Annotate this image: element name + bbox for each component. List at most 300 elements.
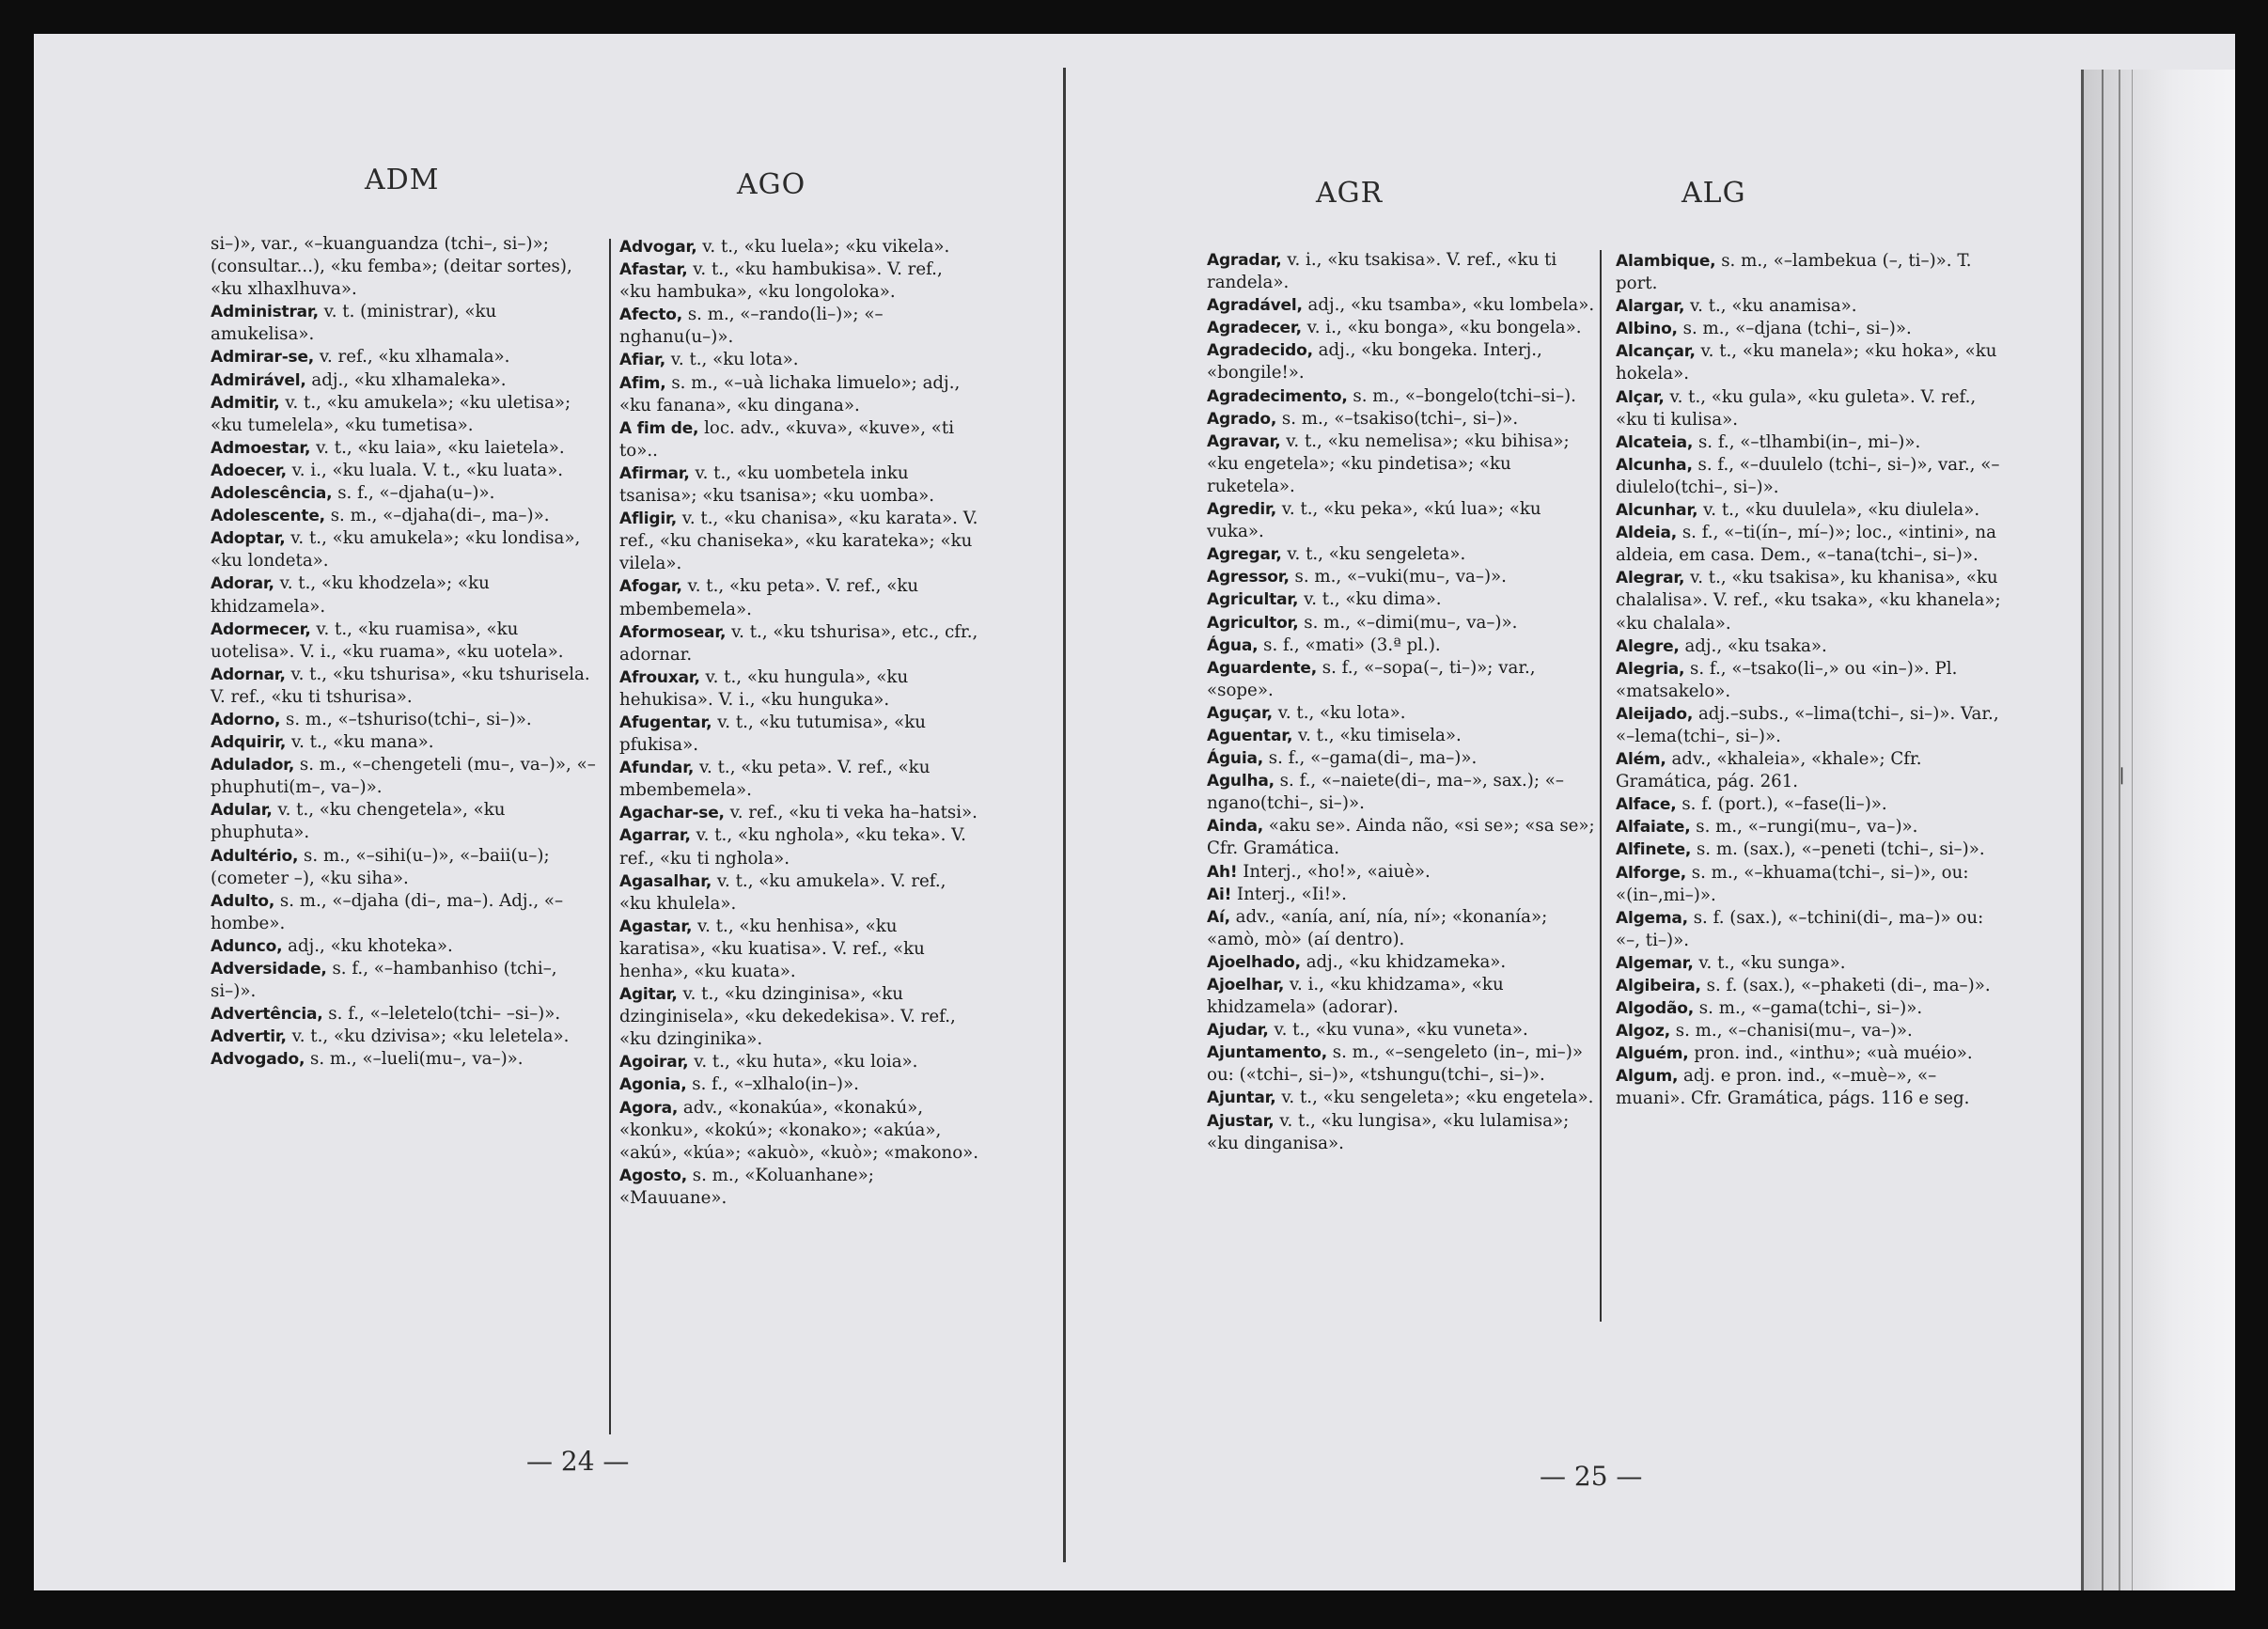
- dictionary-entry: [211, 346, 600, 368]
- entry-definition: v. t., «ku amukela». V. ref., «ku khulela».: [619, 870, 946, 914]
- entry-headword: Alegria,: [1616, 659, 1685, 679]
- entry-definition: v. t., «ku sengeleta».: [1281, 544, 1466, 565]
- entry-definition: s. f. (sax.), «–phaketi (di–, ma–)».: [1700, 976, 1991, 995]
- column-rule: [609, 239, 611, 1434]
- entry-headword: Adular,: [211, 801, 273, 821]
- entry-definition: v. t., «ku huta», «ku loia».: [688, 1052, 918, 1073]
- dictionary-column: [211, 233, 600, 1071]
- entry-definition: adv., «konakúa», «konakú», «konku», «kokú»; «konako»; «akúa», «akú», «kúa»; «akuò», «kuò»; «makono».: [619, 1097, 979, 1163]
- entry-headword: Alcateia,: [1616, 432, 1694, 452]
- entry-headword: Aguardente,: [1207, 658, 1317, 678]
- entry-headword: Alargar,: [1616, 297, 1685, 317]
- entry-headword: Adolescente,: [211, 507, 325, 526]
- dictionary-entry: [1616, 907, 2001, 952]
- entry-definition: s. m., «–djaha (di–, ma–). Adj., «–hombe».: [211, 890, 564, 933]
- entry-definition: adv., «khaleia», «khale»; Cfr. Gramática, pág. 261.: [1616, 749, 1922, 792]
- entry-definition: adj.–subs., «–lima(tchi–, si–)». Var., «–lema(tchi–, si–)».: [1616, 703, 1999, 746]
- entry-headword: Agradar,: [1207, 251, 1282, 270]
- dictionary-entry: [1616, 499, 2001, 522]
- entry-definition: v. i., «ku luala. V. t., «ku luata».: [286, 460, 563, 480]
- entry-definition: s. m., «–tshuriso(tchi–, si–)».: [280, 709, 532, 729]
- entry-definition: s. m., «–lambekua (–, ti–)». T. port.: [1616, 251, 1972, 294]
- dictionary-entry: [619, 236, 979, 258]
- dictionary-entry: [211, 958, 600, 1003]
- entry-headword: Ajuntamento,: [1207, 1043, 1327, 1063]
- entry-headword: Agravar,: [1207, 431, 1281, 451]
- entry-headword: Agressor,: [1207, 568, 1290, 587]
- entry-definition: v. t., «ku mana».: [286, 732, 434, 753]
- entry-definition: s. m., «–lueli(mu–, va–)».: [305, 1049, 524, 1070]
- entry-definition: v. t., «ku nemelisa»; «ku bihisa»; «ku engetela»; «ku pindetisa»; «ku ruketela».: [1207, 431, 1570, 496]
- column-rule: [1600, 250, 1602, 1322]
- entry-definition: s. f. (sax.), «–tchini(di–, ma–)» ou: «–, ti–)».: [1616, 907, 1984, 950]
- entry-definition: s. m., «–djaha(di–, ma–)».: [324, 506, 550, 526]
- entry-headword: Afogar,: [619, 577, 682, 597]
- margin-mark: ❘: [2115, 765, 2130, 785]
- page-edge-line: [2102, 70, 2104, 1590]
- entry-definition: s. f. (port.), «–fase(li–)».: [1676, 794, 1887, 815]
- entry-definition: s. f., «–sopa(–, ti–)»; var., «sope».: [1207, 657, 1536, 700]
- dictionary-entry: [1616, 635, 2001, 658]
- entry-headword: Advertir,: [211, 1027, 287, 1047]
- dictionary-entry: [1207, 408, 1600, 431]
- dictionary-entry: [1207, 1087, 1600, 1109]
- entry-headword: Adorno,: [211, 710, 281, 729]
- page-edge-line: [2119, 70, 2120, 1590]
- entry-headword: Admoestar,: [211, 438, 311, 458]
- dictionary-entry: [211, 935, 600, 958]
- entry-definition: v. t., «ku peta». V. ref., «ku mbembemela».: [619, 758, 931, 801]
- entry-definition: s. f., «–tsako(li–,» ou «in–)». Pl. «matsakelo».: [1616, 658, 1958, 701]
- entry-definition: v. t., «ku hungula», «ku hehukisa». V. i., «ku hunguka».: [619, 666, 909, 710]
- running-head-right: AGO: [737, 168, 806, 201]
- entry-headword: Agredir,: [1207, 500, 1276, 520]
- entry-headword: Adquirir,: [211, 733, 287, 753]
- running-head-right: ALG: [1681, 177, 1746, 210]
- entry-headword: Aguentar,: [1207, 726, 1293, 745]
- page-number: — 24 —: [526, 1446, 630, 1477]
- dictionary-entry: [1207, 566, 1600, 588]
- entry-headword: Afecto,: [619, 305, 683, 325]
- entry-headword: Alcançar,: [1616, 342, 1696, 362]
- dictionary-entry: [1207, 543, 1600, 566]
- dictionary-entry: [211, 754, 600, 799]
- dictionary-entry: [211, 437, 600, 460]
- dictionary-entry: [1207, 770, 1600, 815]
- dictionary-entry: [1207, 906, 1600, 951]
- page-edge-line: [2132, 70, 2133, 1590]
- dictionary-entry: [619, 508, 979, 575]
- entry-definition: adj., «ku tsaka».: [1679, 635, 1827, 656]
- entry-definition: s. f., «–xlhalo(in–)».: [686, 1074, 859, 1095]
- dictionary-entry: [1616, 703, 2001, 748]
- dictionary-entry: [211, 460, 600, 482]
- dictionary-entry: [1616, 816, 2001, 838]
- entry-headword: Aguçar,: [1207, 703, 1273, 723]
- entry-headword: Agradecido,: [1207, 341, 1313, 361]
- entry-headword: Afligir,: [619, 509, 677, 529]
- entry-definition: s. m., «–sengeleto (in–, mi–)» ou: («tchi–, si–)», «tshungu(tchi–, si–)».: [1207, 1042, 1583, 1086]
- dictionary-entry: [1207, 974, 1600, 1019]
- entry-definition: «aku se». Ainda não, «si se»; «sa se»; Cfr. Gramática.: [1207, 816, 1595, 859]
- entry-definition: v. t., «ku timisela».: [1292, 725, 1462, 745]
- entry-definition: s. f., «–tlhambi(in–, mi–)».: [1693, 431, 1921, 452]
- entry-headword: Agachar-se,: [619, 804, 725, 823]
- entry-headword: Ai!: [1207, 885, 1232, 904]
- entry-headword: Afrouxar,: [619, 667, 700, 687]
- entry-definition: v. t., «ku anamisa».: [1684, 296, 1857, 317]
- entry-definition: s. m., «–gama(tchi–, si–)».: [1694, 998, 1923, 1019]
- entry-definition: v. t., «ku laia», «ku laietela».: [310, 437, 565, 458]
- entry-definition: v. t., «ku lota».: [1272, 702, 1406, 723]
- entry-headword: Alegrar,: [1616, 569, 1685, 588]
- entry-definition: s. m., «–chanisi(mu–, va–)».: [1670, 1021, 1913, 1042]
- entry-headword: Afirmar,: [619, 463, 690, 483]
- entry-definition: v. t., «ku dima».: [1298, 589, 1442, 610]
- entry-definition: s. f., «–hambanhiso (tchi–, si–)».: [211, 959, 557, 1002]
- dictionary-entry: [1616, 952, 2001, 975]
- dictionary-entry: [211, 572, 600, 618]
- dictionary-entry: [211, 845, 600, 890]
- dictionary-entry: [1616, 862, 2001, 907]
- entry-definition: s. m., «–vuki(mu–, va–)».: [1289, 567, 1507, 587]
- entry-definition: v. t., «ku tshurisa», «ku tshurisela. V. ref., «ku ti tshurisa».: [211, 664, 590, 707]
- dictionary-entry: [619, 575, 979, 620]
- dictionary-entry: [1616, 250, 2001, 295]
- entry-headword: Alegre,: [1616, 636, 1680, 656]
- entry-headword: Ah!: [1207, 862, 1238, 882]
- entry-headword: Além,: [1616, 750, 1666, 770]
- entry-headword: Agosto,: [619, 1166, 687, 1185]
- entry-headword: Ajustar,: [1207, 1111, 1275, 1131]
- entry-headword: Adulto,: [211, 891, 275, 911]
- dictionary-entry: [619, 258, 979, 304]
- entry-definition: si–)», var., «–kuanguandza (tchi–, si–)»; (consultar...), «ku femba»; (deitar sortes), «ku xlhaxlhuva».: [211, 234, 572, 300]
- entry-headword: Afugentar,: [619, 713, 712, 732]
- dictionary-column: [619, 236, 979, 1210]
- entry-headword: Agulha,: [1207, 772, 1275, 791]
- entry-definition: s. f., «–ti(ín–, mí–)»; loc., «intini», na aldeia, em casa. Dem., «–tana(tchi–, si–)».: [1616, 523, 1996, 566]
- entry-headword: Agora,: [619, 1098, 679, 1118]
- entry-definition: v. t., «ku chanisa», «ku karata». V. ref., «ku chaniseka», «ku karateka»; «ku vilela».: [619, 509, 978, 574]
- dictionary-entry: [1616, 431, 2001, 454]
- entry-definition: s. m., «–rungi(mu–, va–)».: [1690, 817, 1918, 838]
- dictionary-entry: [619, 757, 979, 802]
- entry-definition: v. t., «ku duulela», «ku diulela».: [1697, 500, 1980, 521]
- page-edge-line: [2081, 70, 2084, 1590]
- dictionary-entry: [619, 870, 979, 916]
- entry-definition: v. t., «ku ruamisa», «ku uotelisa». V. i., «ku ruama», «ku uotela».: [211, 619, 564, 662]
- entry-definition: Interj., «ho!», «aiuè».: [1237, 861, 1431, 882]
- dictionary-entry: [1207, 657, 1600, 702]
- dictionary-entry: [1616, 975, 2001, 997]
- entry-headword: Adulador,: [211, 756, 295, 775]
- dictionary-entry: [619, 824, 979, 869]
- dictionary-entry: [211, 527, 600, 572]
- dictionary-entry: [619, 462, 979, 508]
- entry-definition: v. t., «ku dzivisa»; «ku leletela».: [286, 1026, 570, 1047]
- entry-definition: v. t. (ministrar), «ku amukelisa».: [211, 302, 497, 345]
- entry-definition: s. m., «–rando(li–)»; «–nghanu(u–)».: [619, 305, 884, 348]
- dictionary-column: [1207, 249, 1600, 1155]
- dictionary-entry: [1616, 454, 2001, 499]
- entry-definition: v. t., «ku manela»; «ku hoka», «ku hokela».: [1616, 341, 1997, 384]
- entry-headword: Algoz,: [1616, 1022, 1670, 1042]
- entry-definition: v. t., «ku sunga».: [1693, 952, 1846, 973]
- entry-headword: Aleijado,: [1616, 704, 1694, 724]
- entry-headword: Advogado,: [211, 1050, 305, 1070]
- entry-headword: Agoirar,: [619, 1053, 689, 1073]
- dictionary-entry: [1207, 861, 1600, 884]
- entry-definition: v. t., «ku uombetela inku tsanisa»; «ku tsanisa»; «ku uomba».: [619, 462, 935, 507]
- entry-headword: Afastar,: [619, 260, 688, 280]
- entry-headword: Ainda,: [1207, 817, 1263, 837]
- entry-definition: v. t., «ku lota».: [665, 350, 799, 370]
- entry-headword: Agitar,: [619, 985, 678, 1005]
- entry-headword: Adorar,: [211, 574, 274, 594]
- entry-headword: Admirável,: [211, 370, 306, 390]
- dictionary-entry: [211, 1026, 600, 1048]
- dictionary-entry: [211, 505, 600, 527]
- entry-headword: Alcunhar,: [1616, 501, 1698, 521]
- entry-definition: v. t., «ku tshurisa», etc., cfr., adornar.: [619, 621, 978, 665]
- entry-headword: Admitir,: [211, 393, 280, 413]
- entry-definition: s. f., «–djaha(u–)».: [332, 483, 495, 504]
- dictionary-entry: [1207, 747, 1600, 770]
- entry-headword: Ajoelhado,: [1207, 952, 1301, 972]
- dictionary-entry: [1207, 294, 1600, 317]
- entry-definition: adj. e pron. ind., «–muè–», «–muani». Cfr. Gramática, págs. 116 e seg.: [1616, 1066, 1970, 1109]
- dictionary-entry: [1616, 748, 2001, 793]
- entry-headword: Agricultar,: [1207, 590, 1299, 610]
- entry-headword: Ajoelhar,: [1207, 976, 1285, 995]
- dictionary-entry: [211, 392, 600, 437]
- dictionary-entry: [211, 709, 600, 731]
- dictionary-entry: [1207, 498, 1600, 543]
- dictionary-entry: [1616, 522, 2001, 567]
- entry-definition: v. t., «ku vuna», «ku vuneta».: [1268, 1020, 1528, 1041]
- entry-headword: Aldeia,: [1616, 524, 1678, 543]
- entry-definition: s. m., «–chengeteli (mu–, va–)», «–phuphuti(m–, va–)».: [211, 755, 596, 798]
- entry-headword: Alfaiate,: [1616, 818, 1691, 838]
- dictionary-entry: [1207, 1110, 1600, 1155]
- dictionary-entry: [1207, 317, 1600, 339]
- gutter-line: [1063, 68, 1066, 1562]
- running-head-left: ADM: [365, 164, 440, 196]
- entry-headword: Alçar,: [1616, 387, 1665, 407]
- running-head-left: AGR: [1316, 177, 1384, 210]
- entry-definition: v. ref., «ku ti veka ha–hatsi».: [724, 803, 978, 823]
- entry-definition: Interj., «Ii!».: [1231, 884, 1347, 904]
- entry-definition: v. t., «ku tutumisa», «ku pfukisa».: [619, 712, 926, 756]
- dictionary-entry: [211, 233, 600, 301]
- dictionary-entry: [619, 916, 979, 983]
- dictionary-entry: [619, 304, 979, 349]
- dictionary-entry: [619, 1097, 979, 1165]
- entry-headword: Advertência,: [211, 1005, 323, 1025]
- dictionary-entry: [1616, 997, 2001, 1020]
- dictionary-entry: [211, 664, 600, 709]
- dictionary-entry: [1207, 884, 1600, 906]
- entry-definition: s. f., «–leletelo(tchi– –si–)».: [322, 1004, 561, 1025]
- entry-headword: Adolescência,: [211, 484, 333, 504]
- entry-definition: v. t., «ku khodzela»; «ku khidzamela».: [211, 573, 490, 617]
- entry-definition: s. f., «–naiete(di–, ma–», sax.); «–ngano(tchi–, si–)».: [1207, 771, 1564, 814]
- dictionary-entry: [1207, 612, 1600, 634]
- entry-headword: Agarrar,: [619, 826, 691, 846]
- entry-definition: v. t., «ku peka», «kú lua»; «ku vuka».: [1207, 499, 1541, 542]
- entry-headword: Advogar,: [619, 238, 697, 257]
- dictionary-entry: [211, 301, 600, 346]
- entry-headword: Afiar,: [619, 351, 665, 370]
- dictionary-entry: [1616, 318, 2001, 340]
- entry-definition: s. m. (sax.), «–peneti (tchi–, si–)».: [1691, 839, 1985, 860]
- entry-definition: s. m., «–dimi(mu–, va–)».: [1298, 612, 1518, 633]
- entry-definition: s. m., «–sihi(u–)», «–baii(u–); (cometer –), «ku siha».: [211, 845, 550, 888]
- entry-definition: adj., «ku khidzameka».: [1300, 951, 1507, 972]
- page-edge-shadow: [2081, 70, 2235, 1590]
- scanned-spread: [34, 34, 2235, 1590]
- entry-definition: v. t., «ku dzinginisa», «ku dzinginisela», «ku dekedekisa». V. ref., «ku dzinginika».: [619, 984, 956, 1050]
- dictionary-entry: [1616, 1020, 2001, 1042]
- dictionary-entry: [619, 1051, 979, 1073]
- entry-headword: Alambique,: [1616, 252, 1716, 271]
- entry-headword: Agonia,: [619, 1075, 687, 1095]
- entry-definition: v. t., «ku chengetela», «ku phuphuta».: [211, 800, 506, 843]
- entry-headword: Alforge,: [1616, 863, 1686, 883]
- dictionary-entry: [1616, 1065, 2001, 1110]
- dictionary-entry: [619, 712, 979, 757]
- dictionary-entry: [619, 417, 979, 462]
- dictionary-entry: [1207, 385, 1600, 408]
- entry-headword: Agradável,: [1207, 296, 1303, 316]
- entry-definition: v. t., «ku amukela»; «ku londisa», «ku londeta».: [211, 528, 581, 572]
- entry-definition: adj., «ku khoteka».: [282, 935, 453, 956]
- entry-definition: s. m., «–khuama(tchi–, si–)», ou: «(in–,mi–)».: [1616, 862, 1969, 905]
- entry-headword: Agastar,: [619, 916, 693, 936]
- page-number: — 25 —: [1540, 1461, 1643, 1492]
- entry-headword: Alguém,: [1616, 1044, 1689, 1064]
- dictionary-entry: [211, 799, 600, 844]
- entry-headword: Adoptar,: [211, 529, 286, 549]
- entry-definition: v. t., «ku tsakisa», ku khanisa», «ku chalalisa». V. ref., «ku tsaka», «ku khanela»; «ku chalala».: [1616, 568, 2001, 634]
- entry-definition: v. i., «ku bonga», «ku bongela».: [1301, 318, 1582, 338]
- dictionary-entry: [1207, 339, 1600, 384]
- entry-definition: s. f., «–gama(di–, ma–)».: [1263, 748, 1478, 769]
- entry-headword: Agradecimento,: [1207, 386, 1348, 406]
- dictionary-entry: [1207, 702, 1600, 725]
- entry-headword: Algum,: [1616, 1067, 1679, 1087]
- entry-headword: Agrado,: [1207, 409, 1277, 429]
- dictionary-entry: [211, 619, 600, 664]
- dictionary-entry: [1207, 1019, 1600, 1042]
- entry-headword: Adultério,: [211, 846, 299, 866]
- dictionary-entry: [1616, 567, 2001, 634]
- entry-headword: Agasalhar,: [619, 871, 712, 891]
- entry-headword: Ajuntar,: [1207, 1089, 1276, 1108]
- entry-headword: Adornar,: [211, 665, 286, 684]
- dictionary-entry: [619, 372, 979, 417]
- dictionary-entry: [211, 731, 600, 754]
- dictionary-entry: [1207, 634, 1600, 657]
- dictionary-entry: [1616, 386, 2001, 431]
- entry-definition: v. ref., «ku xlhamala».: [314, 347, 510, 368]
- entry-headword: Admirar-se,: [211, 348, 315, 368]
- entry-headword: Alcunha,: [1616, 455, 1693, 475]
- dictionary-entry: [619, 1165, 979, 1210]
- entry-definition: v. t., «ku lungisa», «ku lulamisa»; «ku dinganisa».: [1207, 1110, 1570, 1153]
- entry-headword: Adormecer,: [211, 619, 311, 639]
- entry-definition: v. t., «ku sengeleta»; «ku engetela».: [1275, 1088, 1594, 1108]
- entry-headword: Administrar,: [211, 303, 319, 322]
- entry-headword: Albino,: [1616, 320, 1678, 339]
- entry-headword: Adoecer,: [211, 461, 287, 480]
- entry-headword: Aí,: [1207, 907, 1230, 927]
- entry-headword: Alface,: [1616, 795, 1677, 815]
- dictionary-entry: [1616, 793, 2001, 816]
- entry-headword: Algema,: [1616, 908, 1688, 928]
- entry-headword: Água,: [1207, 635, 1259, 655]
- entry-definition: v. t., «ku nghola», «ku teka». V. ref., «ku ti nghola».: [619, 825, 966, 869]
- entry-headword: Agradecer,: [1207, 319, 1302, 338]
- dictionary-entry: [211, 482, 600, 505]
- entry-definition: adj., «ku tsamba», «ku lombela».: [1302, 295, 1595, 316]
- dictionary-entry: [211, 369, 600, 392]
- entry-headword: Adunco,: [211, 936, 283, 956]
- dictionary-entry: [1207, 951, 1600, 974]
- entry-headword: Ajudar,: [1207, 1021, 1269, 1041]
- dictionary-entry: [1207, 725, 1600, 747]
- dictionary-entry: [1207, 431, 1600, 498]
- dictionary-entry: [1207, 588, 1600, 611]
- entry-definition: s. m., «–bongelo(tchi–si–).: [1347, 385, 1576, 406]
- entry-definition: s. m., «Koluanhane»; «Mauuane».: [619, 1165, 874, 1208]
- entry-definition: adj., «ku bongeka. Interj., «bongile!».: [1207, 340, 1542, 384]
- entry-definition: v. t., «ku amukela»; «ku uletisa»; «ku tumelela», «ku tumetisa».: [211, 392, 571, 435]
- dictionary-entry: [1616, 658, 2001, 703]
- entry-headword: A fim de,: [619, 418, 699, 438]
- dictionary-entry: [211, 1003, 600, 1026]
- dictionary-entry: [1207, 1042, 1600, 1087]
- dictionary-entry: [1616, 340, 2001, 385]
- entry-headword: Aformosear,: [619, 622, 727, 642]
- entry-definition: v. t., «ku luela»; «ku vikela».: [696, 237, 950, 257]
- entry-definition: v. i., «ku khidzama», «ku khidzamela» (adorar).: [1207, 975, 1504, 1018]
- entry-definition: s. m., «–tsakiso(tchi–, si–)».: [1276, 408, 1519, 429]
- entry-definition: loc. adv., «kuva», «kuve», «ti to»..: [619, 417, 955, 461]
- dictionary-entry: [619, 1073, 979, 1096]
- dictionary-entry: [619, 666, 979, 712]
- dictionary-entry: [619, 621, 979, 666]
- dictionary-entry: [1616, 838, 2001, 861]
- dictionary-entry: [1616, 1042, 2001, 1065]
- entry-definition: s. m., «–uà lichaka limuelo»; adj., «ku fanana», «ku dingana».: [619, 372, 961, 415]
- dictionary-entry: [211, 1048, 600, 1071]
- dictionary-column: [1616, 250, 2001, 1111]
- entry-definition: v. t., «ku gula», «ku guleta». V. ref., «ku ti kulisa».: [1616, 386, 1977, 430]
- dictionary-entry: [1207, 815, 1600, 860]
- entry-headword: Agregar,: [1207, 545, 1282, 565]
- entry-definition: v. t., «ku hambukisa». V. ref., «ku hambuka», «ku longoloka».: [619, 259, 943, 303]
- entry-definition: s. m., «–djana (tchi–, si–)».: [1677, 319, 1912, 339]
- entry-definition: pron. ind., «inthu»; «uà muéio».: [1688, 1043, 1973, 1064]
- entry-definition: v. t., «ku peta». V. ref., «ku mbembemela».: [619, 576, 919, 619]
- entry-headword: Adversidade,: [211, 960, 327, 979]
- entry-headword: Algemar,: [1616, 953, 1694, 973]
- entry-definition: s. f., «mati» (3.ª pl.).: [1258, 634, 1441, 655]
- entry-definition: s. f., «–duulelo (tchi–, si–)», var., «–diulelo(tchi–, si–)».: [1616, 454, 2000, 497]
- entry-definition: v. t., «ku henhisa», «ku karatisa», «ku kuatisa». V. ref., «ku henha», «ku kuata».: [619, 916, 925, 981]
